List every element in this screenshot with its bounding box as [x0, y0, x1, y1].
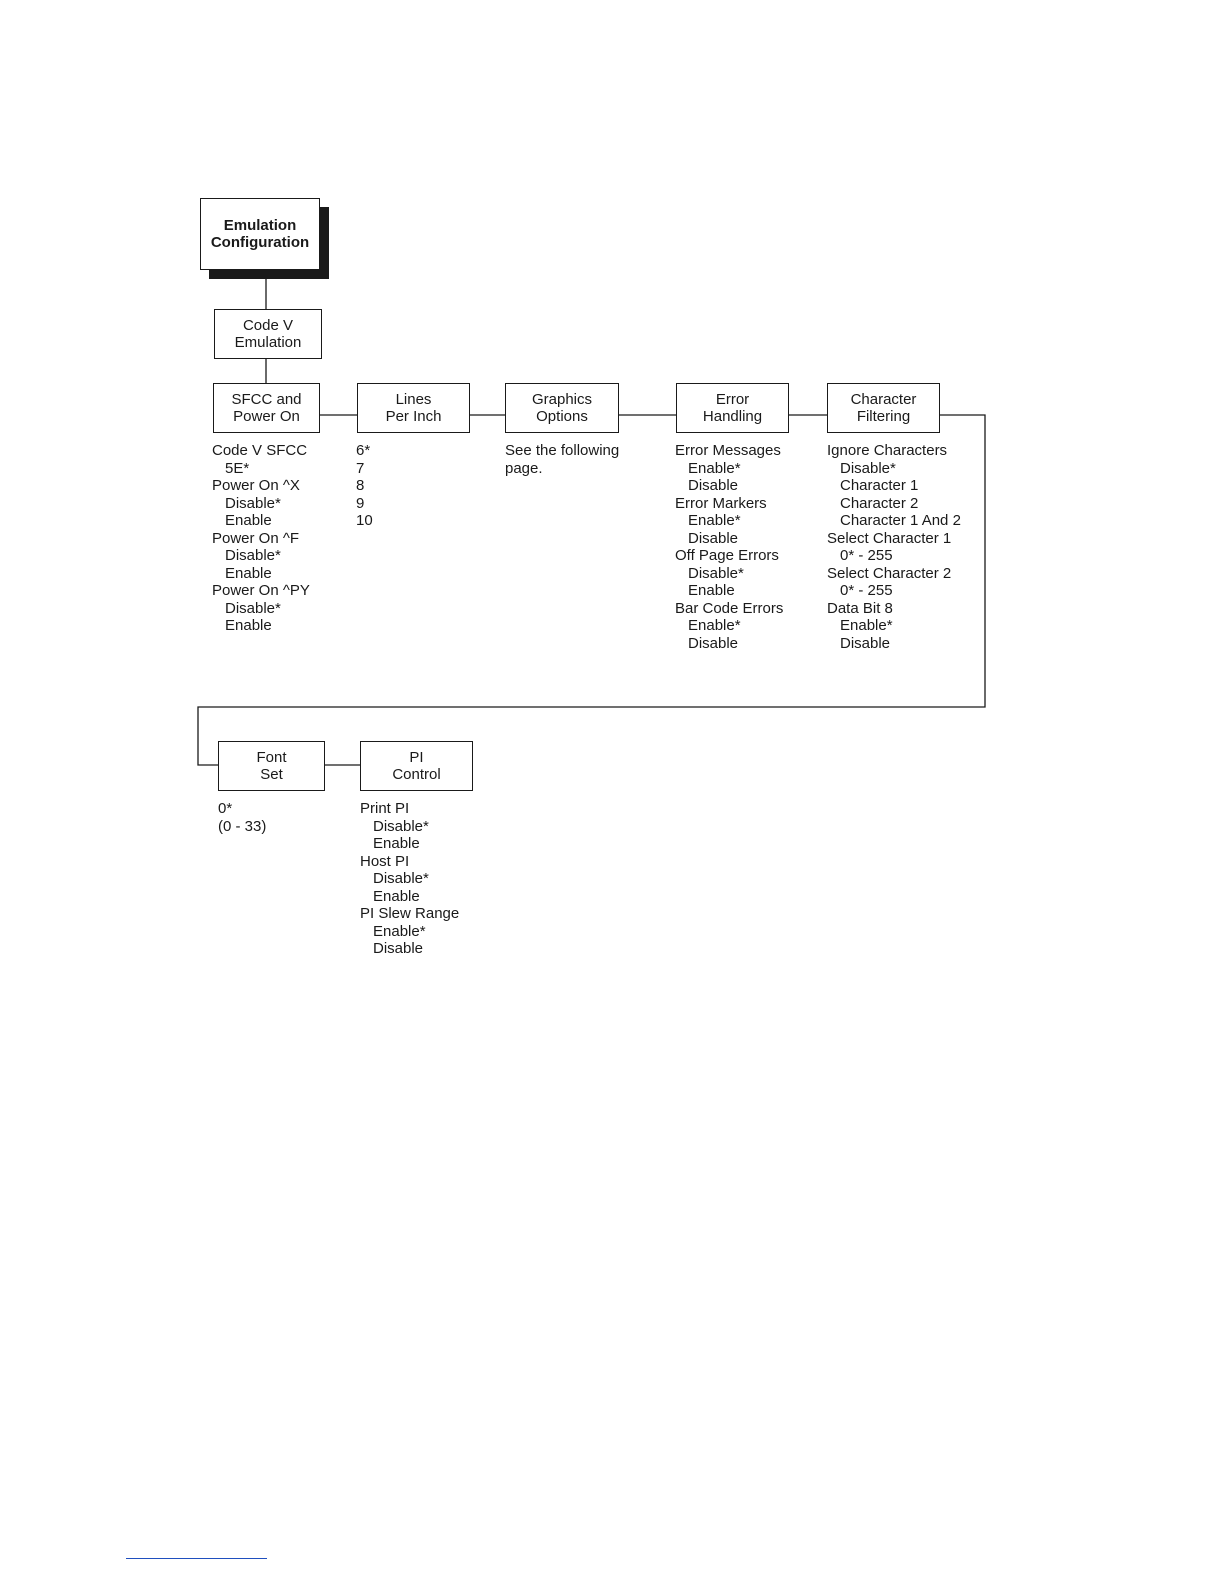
option-item: Ignore Characters	[827, 442, 948, 459]
option-item: Enable*	[688, 512, 741, 529]
footer-rule	[126, 1558, 267, 1559]
code-v-emulation-line1: Code V	[242, 316, 294, 334]
error-handling-line1: Error	[715, 390, 750, 408]
error-handling-box	[676, 383, 789, 433]
option-item: Disable*	[840, 459, 896, 477]
option-item: Character 2	[840, 494, 919, 512]
error-options-list	[675, 442, 783, 652]
option-item: 6*	[356, 442, 371, 459]
option-item: Select Character 2	[827, 564, 952, 582]
font-set-line1: Font	[256, 748, 287, 766]
option-item: Disable	[373, 940, 424, 957]
option-item: Disable*	[225, 494, 281, 512]
option-item: 0* - 255	[840, 547, 893, 564]
emulation-configuration-box	[200, 198, 320, 270]
pi-control-box	[360, 741, 473, 791]
option-item: Disable*	[225, 599, 281, 617]
option-item: Enable	[225, 617, 272, 634]
charfilter-options-list	[827, 442, 961, 652]
lines-per-inch-line2: Per Inch	[385, 408, 442, 425]
character-filtering-box	[827, 383, 940, 433]
option-item: Enable*	[373, 922, 426, 940]
sfcc-power-on-box	[213, 383, 320, 433]
option-item: Enable	[225, 512, 272, 529]
graphics-options-line1: Graphics	[531, 390, 593, 408]
option-item: (0 - 33)	[218, 817, 267, 835]
option-item: Power On ^PY	[212, 582, 310, 599]
option-item: 10	[356, 512, 373, 529]
emulation-configuration-line2: Configuration	[210, 234, 310, 251]
option-item: 9	[356, 494, 365, 512]
lpi-options-list	[356, 442, 373, 530]
option-item: Enable	[373, 835, 420, 852]
option-item: 0*	[218, 800, 233, 817]
option-item: Bar Code Errors	[675, 599, 784, 617]
graphics-options-box	[505, 383, 619, 433]
option-item: Disable*	[688, 564, 744, 582]
option-item: Off Page Errors	[675, 547, 779, 564]
code-v-emulation-line2: Emulation	[234, 334, 302, 351]
graphics-options-note	[505, 442, 619, 477]
option-item: 8	[356, 477, 365, 494]
emulation-configuration-line1: Emulation	[223, 216, 297, 234]
option-item: Enable*	[840, 617, 893, 634]
option-item: PI Slew Range	[360, 905, 460, 922]
sfcc-power-on-line2: Power On	[233, 408, 300, 425]
option-item: Character 1 And 2	[840, 512, 961, 529]
option-item: Disable	[840, 634, 891, 652]
option-item: Enable	[225, 564, 272, 582]
font-set-line2: Set	[260, 766, 283, 783]
option-item: 5E*	[225, 459, 250, 477]
sfcc-power-on-line1: SFCC and	[231, 390, 302, 408]
option-item: 7	[356, 459, 365, 477]
option-item: Character 1	[840, 477, 919, 494]
option-item: Disable*	[373, 870, 429, 887]
option-item: Code V SFCC	[212, 442, 308, 459]
option-item: Disable*	[225, 547, 281, 564]
character-filtering-line2: Filtering	[856, 408, 911, 425]
option-item: Host PI	[360, 852, 410, 870]
lines-per-inch-line1: Lines	[395, 390, 432, 408]
pi-control-line1: PI	[409, 748, 424, 766]
option-item: Disable	[688, 634, 739, 652]
option-item: Enable	[373, 887, 420, 905]
lines-per-inch-box	[357, 383, 470, 433]
option-item: Enable*	[688, 617, 741, 634]
option-item: Disable	[688, 477, 739, 494]
option-item: Select Character 1	[827, 529, 952, 547]
sfcc-options-list	[212, 442, 310, 635]
option-item: page.	[505, 459, 543, 477]
option-item: See the following	[505, 442, 620, 459]
character-filtering-line1: Character	[850, 390, 917, 408]
option-item: Error Messages	[675, 442, 781, 459]
option-item: Enable	[688, 582, 735, 599]
option-item: Print PI	[360, 800, 410, 817]
option-item: Data Bit 8	[827, 599, 893, 617]
code-v-emulation-box	[214, 309, 322, 359]
error-handling-line2: Handling	[702, 408, 763, 425]
option-item: Power On ^X	[212, 477, 300, 494]
pi-control-line2: Control	[392, 766, 441, 783]
graphics-options-line2: Options	[536, 408, 588, 425]
fontset-options-list	[218, 800, 266, 835]
option-item: Enable*	[688, 459, 741, 477]
option-item: 0* - 255	[840, 582, 893, 599]
option-item: Power On ^F	[212, 529, 300, 547]
picontrol-options-list	[360, 800, 459, 958]
option-item: Error Markers	[675, 494, 767, 512]
option-item: Disable*	[373, 817, 429, 835]
font-set-box	[218, 741, 325, 791]
option-item: Disable	[688, 529, 739, 547]
